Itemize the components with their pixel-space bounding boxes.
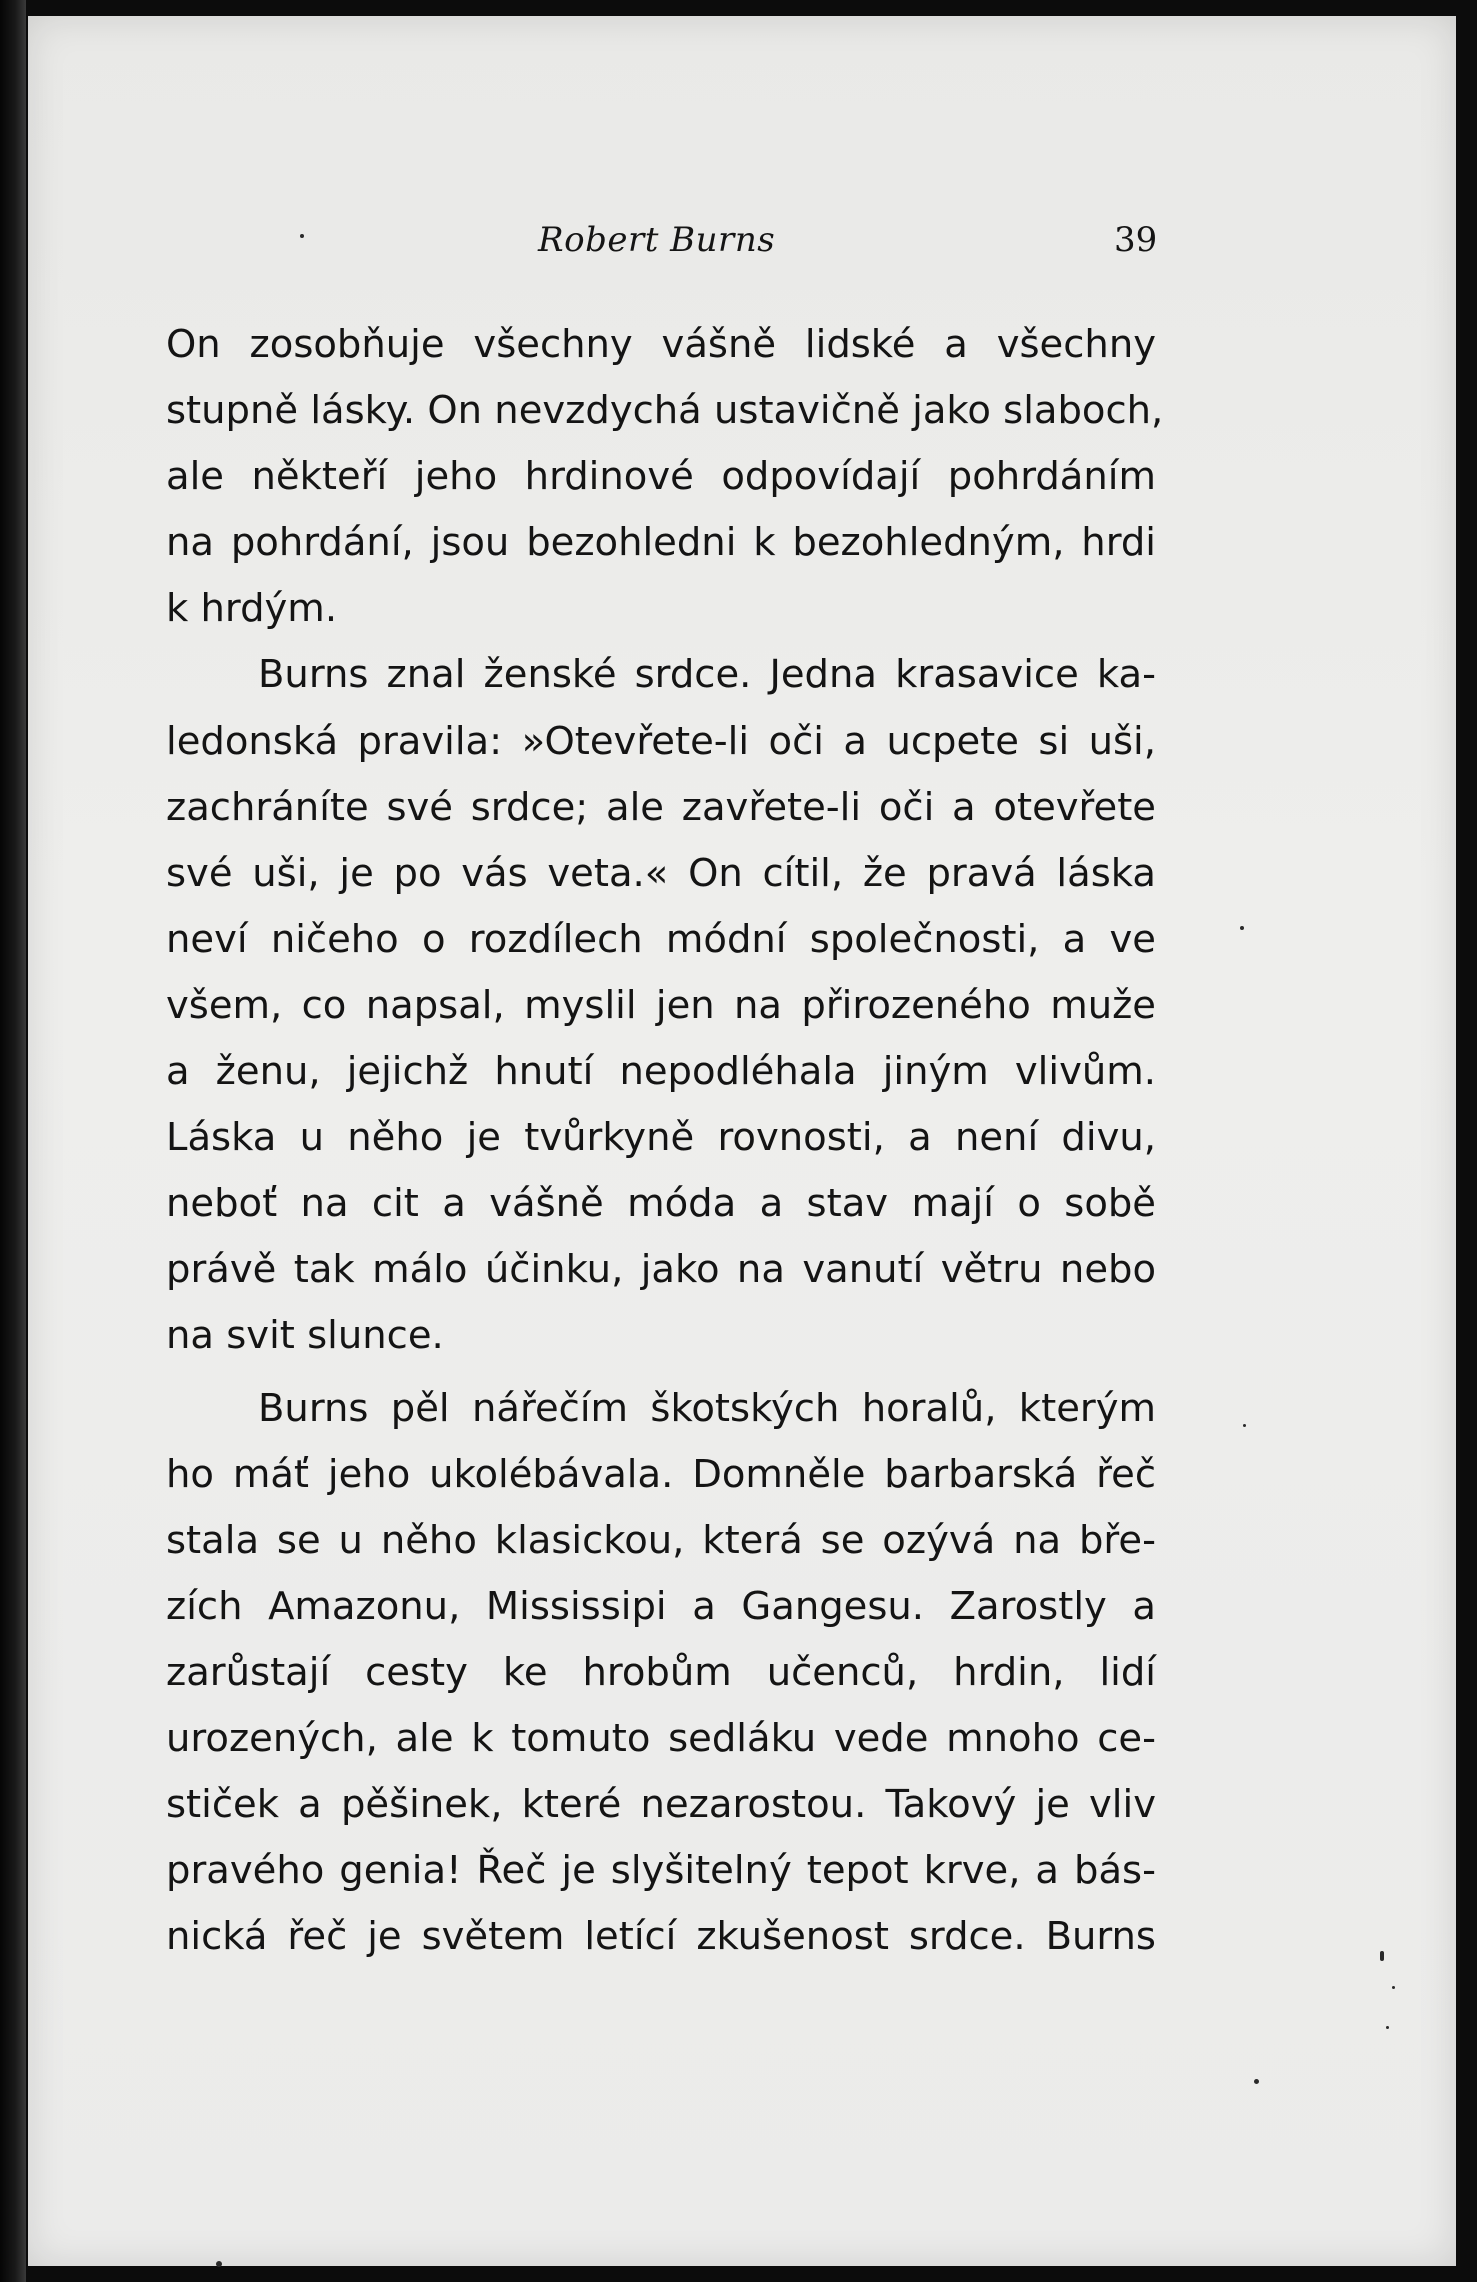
text-line: stupně lásky. On nevzdychá ustavičně jako slaboch,: [166, 388, 1164, 434]
text-line: nická řeč je světem letící zkušenost srdce. Burns: [166, 1914, 1156, 1960]
text-line: zích Amazonu, Mississipi a Gangesu. Zarostly a: [166, 1583, 1156, 1629]
text-line: Burns znal ženské srdce. Jedna krasavice ka-: [258, 652, 1156, 698]
text-line: ho máť jeho ukolébávala. Domněle barbarská řeč: [166, 1451, 1156, 1497]
text-line: a ženu, jejichž hnutí nepodléhala jiným vlivům.: [166, 1049, 1156, 1095]
text-line: ledonská pravila: »Otevřete-li oči a ucpete si uši,: [166, 718, 1156, 764]
text-line: všem, co napsal, myslil jen na přirozeného muže: [166, 982, 1156, 1028]
text-line: stala se u něho klasickou, která se ozývá na bře-: [166, 1517, 1156, 1563]
text-line: právě tak málo účinku, jako na vanutí větru nebo: [166, 1247, 1156, 1293]
paper-speck: [1254, 2079, 1259, 2084]
running-title: Robert Burns: [538, 220, 776, 260]
paper-speck: [216, 2261, 222, 2267]
text-line: k hrdým.: [166, 586, 338, 632]
text-line: urozených, ale k tomuto sedláku vede mnoho ce-: [166, 1715, 1156, 1761]
paper-speck: [1243, 1424, 1246, 1427]
paper-speck: [1392, 1986, 1395, 1989]
paper-speck: [1240, 926, 1244, 930]
text-line: ale někteří jeho hrdinové odpovídají pohrdáním: [166, 454, 1156, 500]
running-head: [0, 220, 1477, 270]
text-line: neboť na cit a vášně móda a stav mají o sobě: [166, 1181, 1156, 1227]
body-text: [166, 312, 1164, 1970]
paper-speck: [1386, 2026, 1389, 2029]
text-line: na svit slunce.: [166, 1313, 444, 1359]
text-line: Burns pěl nářečím škotských horalů, kterým: [258, 1385, 1156, 1431]
text-line: neví ničeho o rozdílech módní společnosti, a ve: [166, 916, 1156, 962]
page-number: 39: [1114, 220, 1158, 260]
paper-speck: [1380, 1951, 1384, 1961]
text-line: Láska u něho je tvůrkyně rovnosti, a není divu,: [166, 1115, 1156, 1161]
text-line: stiček a pěšinek, které nezarostou. Takový je vliv: [166, 1782, 1156, 1828]
text-line: pravého genia! Řeč je slyšitelný tepot krve, a bás-: [166, 1848, 1156, 1894]
text-line: na pohrdání, jsou bezohledni k bezohledným, hrdi: [166, 520, 1156, 566]
text-line: své uši, je po vás veta.« On cítil, že pravá láska: [166, 850, 1156, 896]
text-line: zarůstají cesty ke hrobům učenců, hrdin, lidí: [166, 1649, 1156, 1695]
page-binding-edge: [0, 0, 26, 2282]
text-line: On zosobňuje všechny vášně lidské a všechny: [166, 322, 1156, 367]
text-line: zachráníte své srdce; ale zavřete-li oči a otevřete: [166, 784, 1156, 830]
